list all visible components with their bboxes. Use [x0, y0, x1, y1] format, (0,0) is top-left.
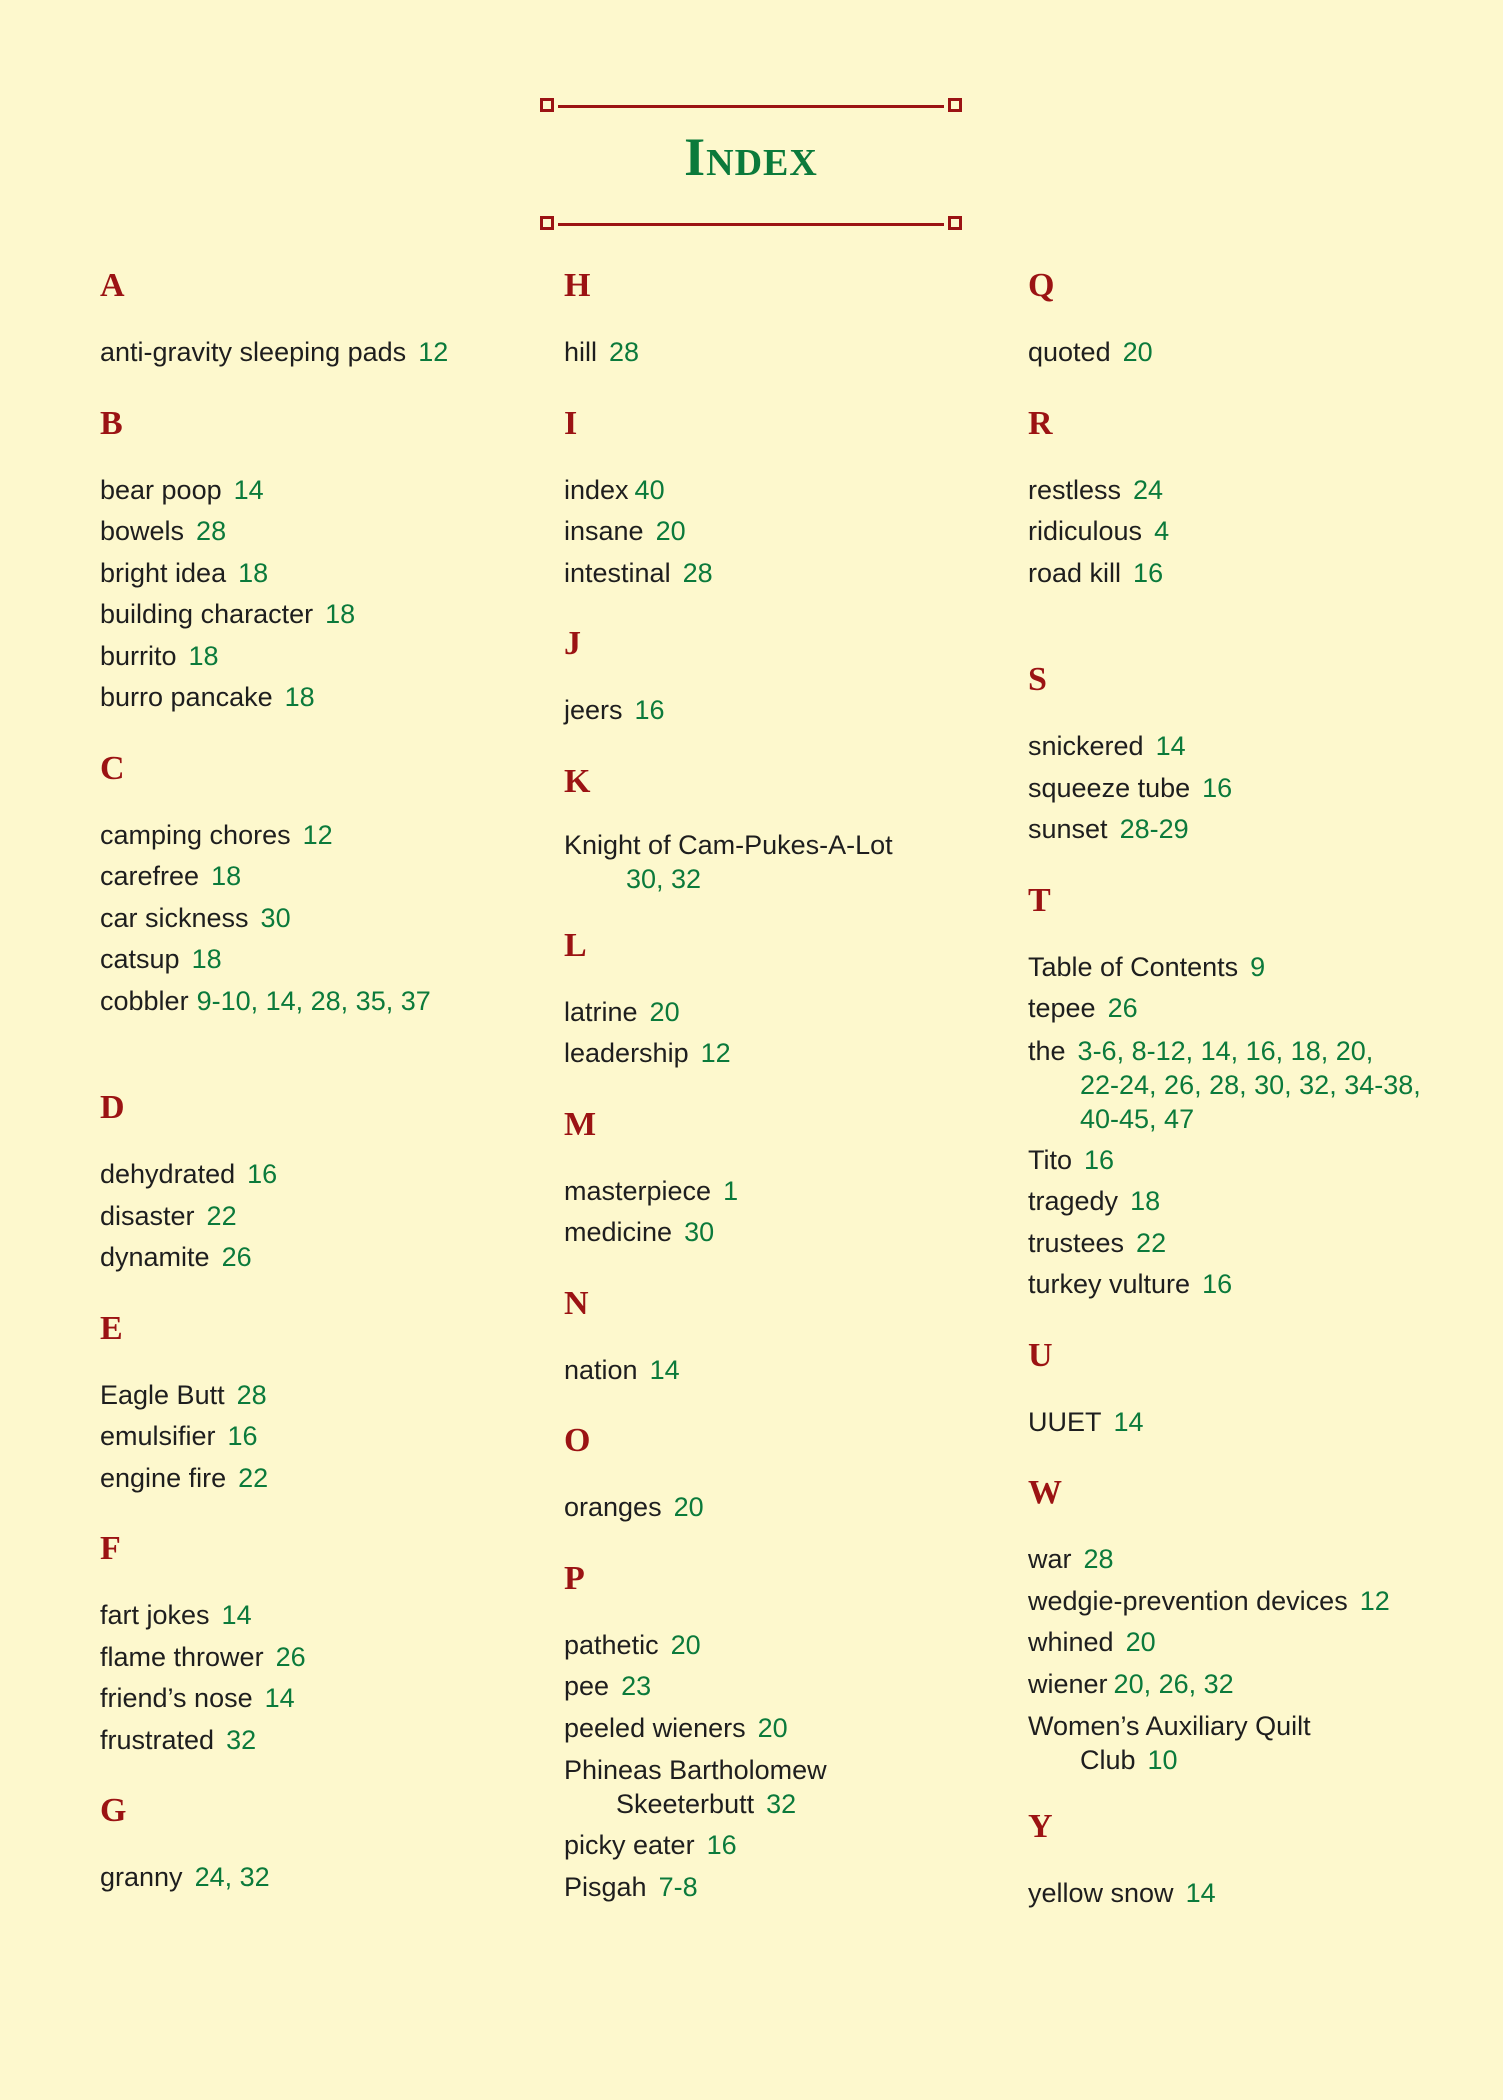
index-entry	[1028, 1223, 1448, 1265]
entry-term: quoted	[1028, 337, 1111, 367]
entry-term: war	[1028, 1544, 1072, 1574]
entry-term: nation	[564, 1354, 638, 1385]
entry-term: the	[1028, 1035, 1066, 1066]
index-entry	[100, 677, 520, 719]
letter-heading: Y	[1028, 1808, 1053, 1845]
entry-pages: 16	[227, 1421, 258, 1451]
page-title: Index	[684, 127, 818, 187]
entry-term: tepee	[1028, 993, 1096, 1023]
entry-term: Phineas Bartholomew	[564, 1755, 827, 1785]
index-entry	[100, 1458, 520, 1500]
index-entry	[564, 1753, 984, 1821]
index-entry	[1028, 1539, 1448, 1581]
entry-term: carefree	[100, 861, 200, 891]
letter-heading: J	[564, 625, 581, 662]
entry-pages: 20	[757, 1712, 788, 1743]
index-entry	[100, 1416, 520, 1458]
index-entry	[100, 815, 520, 857]
entry-pages: 24	[1133, 474, 1164, 505]
index-group-u	[1028, 1336, 1448, 1444]
index-entry	[1028, 1034, 1448, 1136]
entry-pages: 18	[188, 640, 219, 671]
entry-pages: 12	[302, 819, 333, 850]
entry-term: frustrated	[100, 1724, 215, 1755]
entry-pages: 14	[221, 1600, 252, 1630]
index-entry	[1028, 1140, 1448, 1182]
entry-pages: 3-6, 8-12, 14, 16, 18, 20,	[1077, 1035, 1374, 1066]
entry-pages: 26	[1107, 993, 1138, 1023]
bottom-ornament-rule	[540, 214, 962, 236]
entry-term: jeers	[564, 695, 623, 725]
entry-pages: 28	[682, 557, 713, 588]
index-entry	[100, 332, 520, 374]
index-entry	[1028, 332, 1448, 374]
index-entry	[100, 636, 520, 678]
index-group-b	[100, 404, 520, 719]
entry-term: restless	[1028, 474, 1122, 505]
entry-pages: 16	[1084, 1144, 1115, 1175]
entry-pages: 26	[221, 1242, 252, 1272]
entry-term: tragedy	[1028, 1186, 1119, 1216]
entry-pages: 16	[1202, 772, 1233, 803]
entry-term: fart jokes	[100, 1600, 210, 1630]
index-entry	[564, 1350, 984, 1392]
entry-term: wedgie-prevention devices	[1028, 1585, 1348, 1616]
index-entry	[564, 1867, 984, 1909]
square-ornament-icon	[948, 216, 962, 230]
entry-term: dehydrated	[100, 1159, 236, 1189]
letter-heading: O	[564, 1422, 591, 1459]
index-group-y	[1028, 1807, 1448, 1915]
index-group-k	[564, 762, 984, 896]
entry-term: emulsifier	[100, 1421, 216, 1451]
index-entry	[1028, 1873, 1448, 1915]
entry-pages: 12	[418, 337, 449, 367]
index-entry	[1028, 1622, 1448, 1664]
index-entry	[100, 553, 520, 595]
entry-pages: 4	[1154, 516, 1170, 546]
entry-pages: 16	[247, 1159, 278, 1189]
entry-pages: 30, 32	[626, 863, 702, 894]
letter-heading: C	[100, 749, 125, 787]
entry-pages: 30	[260, 902, 291, 933]
entry-term: bear poop	[100, 474, 222, 505]
entry-pages: 20	[670, 1629, 701, 1660]
entry-pages-continued: 22-24, 26, 28, 30, 32, 34-38,	[1080, 1069, 1421, 1100]
entry-term: bowels	[100, 516, 185, 546]
entry-term: dynamite	[100, 1242, 210, 1272]
index-group-t	[1028, 881, 1448, 1306]
entry-pages: 32	[766, 1789, 797, 1819]
entry-term: pathetic	[564, 1629, 659, 1660]
letter-heading: B	[100, 404, 123, 442]
entry-term: flame thrower	[100, 1641, 264, 1672]
rule-line	[558, 105, 944, 108]
entry-term: catsup	[100, 944, 180, 974]
index-entry	[100, 1154, 520, 1196]
entry-term: ridiculous	[1028, 516, 1143, 546]
entry-pages: 22	[1136, 1227, 1167, 1258]
entry-term: intestinal	[564, 557, 671, 588]
letter-heading: E	[100, 1309, 123, 1347]
index-entry	[1028, 1709, 1448, 1777]
entry-pages: 20, 26, 32	[1113, 1668, 1234, 1699]
entry-pages: 18	[1130, 1186, 1161, 1216]
entry-term: whined	[1028, 1627, 1114, 1657]
entry-pages: 9-10, 14, 28, 35, 37	[196, 985, 431, 1016]
index-entry	[1028, 726, 1448, 768]
letter-heading: K	[564, 762, 591, 800]
entry-pages: 22	[238, 1462, 269, 1493]
entry-term: bright idea	[100, 557, 227, 588]
index-entry	[564, 1666, 984, 1708]
index-entry	[1028, 1181, 1448, 1223]
entry-term: car sickness	[100, 902, 249, 933]
index-entry	[564, 1625, 984, 1667]
entry-pages: 30	[684, 1217, 715, 1247]
index-entry	[564, 1171, 984, 1213]
entry-pages: 28	[1083, 1544, 1114, 1574]
entry-pages: 10	[1147, 1745, 1178, 1775]
index-entry	[1028, 947, 1448, 989]
letter-heading: M	[564, 1105, 597, 1143]
entry-pages: 14	[1155, 731, 1186, 761]
entry-pages: 32	[226, 1724, 257, 1755]
index-entry	[564, 992, 984, 1034]
square-ornament-icon	[948, 98, 962, 112]
entry-continuation	[564, 1787, 984, 1821]
entry-term: leadership	[564, 1038, 689, 1068]
index-group-d	[100, 1088, 520, 1279]
index-group-e	[100, 1309, 520, 1500]
entry-term: Knight of Cam-Pukes-A-Lot	[564, 829, 893, 860]
index-entry	[1028, 1264, 1448, 1306]
entry-continuation	[564, 862, 984, 896]
entry-pages: 20	[1125, 1627, 1156, 1657]
entry-term: engine fire	[100, 1462, 227, 1493]
entry-term: masterpiece	[564, 1175, 712, 1206]
index-entry	[100, 1595, 520, 1637]
index-entry	[564, 511, 984, 553]
index-entry	[1028, 553, 1448, 595]
entry-term: sunset	[1028, 814, 1108, 844]
entry-term: burrito	[100, 640, 177, 671]
index-header	[540, 92, 962, 242]
square-ornament-icon	[540, 98, 554, 112]
entry-term: picky eater	[564, 1830, 695, 1860]
index-group-m	[564, 1105, 984, 1254]
letter-heading: N	[564, 1284, 589, 1322]
index-entry	[100, 511, 520, 553]
entry-term: wiener	[1028, 1668, 1108, 1699]
index-entry	[564, 553, 984, 595]
index-entry	[1028, 809, 1448, 851]
index-entry	[1028, 768, 1448, 810]
index-entry	[100, 1678, 520, 1720]
entry-pages: 18	[191, 944, 222, 974]
index-entry	[1028, 1664, 1448, 1706]
entry-pages: 16	[1202, 1269, 1233, 1299]
index-entry	[564, 1825, 984, 1867]
index-group-l	[564, 926, 984, 1075]
entry-term: UUET	[1028, 1406, 1102, 1437]
entry-term: index	[564, 474, 629, 505]
index-group-j	[564, 624, 984, 732]
entry-term: squeeze tube	[1028, 772, 1191, 803]
entry-term: medicine	[564, 1217, 673, 1247]
entry-term: Women’s Auxiliary Quilt	[1028, 1711, 1311, 1741]
entry-term: peeled wieners	[564, 1712, 746, 1743]
square-ornament-icon	[540, 216, 554, 230]
index-entry	[564, 1708, 984, 1750]
entry-term: hill	[564, 337, 598, 367]
entry-continuation	[1028, 1743, 1448, 1777]
index-group-q	[1028, 266, 1448, 374]
entry-continuation	[1028, 1102, 1448, 1136]
index-group-g	[100, 1791, 520, 1899]
index-group-s	[1028, 660, 1448, 851]
entry-term: yellow snow	[1028, 1878, 1174, 1908]
index-entry	[100, 898, 520, 940]
entry-term: insane	[564, 516, 644, 546]
index-group-w	[1028, 1473, 1448, 1777]
index-group-o	[564, 1421, 984, 1529]
entry-term-continued: Club	[1080, 1745, 1136, 1775]
index-entry	[564, 1033, 984, 1075]
entry-term: snickered	[1028, 731, 1144, 761]
index-entry	[1028, 1581, 1448, 1623]
index-entry	[100, 1637, 520, 1679]
index-group-a	[100, 266, 520, 374]
letter-heading: H	[564, 267, 591, 304]
entry-term: Eagle Butt	[100, 1379, 225, 1410]
entry-pages: 18	[211, 861, 242, 891]
entry-pages: 28	[236, 1379, 267, 1410]
letter-heading: P	[564, 1559, 585, 1597]
entry-pages: 12	[1359, 1585, 1390, 1616]
entry-pages: 22	[206, 1200, 237, 1231]
index-entry	[100, 1720, 520, 1762]
letter-heading: Q	[1028, 267, 1055, 304]
entry-pages: 20	[655, 516, 686, 546]
index-column-2	[564, 266, 984, 1938]
letter-heading: I	[564, 404, 578, 442]
entry-pages: 28	[196, 516, 227, 546]
entry-pages: 12	[700, 1038, 731, 1068]
index-column-1	[100, 266, 520, 1929]
entry-term: oranges	[564, 1492, 662, 1522]
entry-pages: 14	[1113, 1406, 1144, 1437]
letter-heading: F	[100, 1530, 121, 1567]
entry-pages: 14	[264, 1683, 295, 1713]
entry-pages: 14	[649, 1354, 680, 1385]
entry-pages: 26	[275, 1641, 306, 1672]
index-group-r	[1028, 404, 1448, 595]
index-entry	[1028, 511, 1448, 553]
entry-term: disaster	[100, 1200, 195, 1231]
index-entry	[564, 690, 984, 732]
entry-pages: 23	[621, 1671, 652, 1701]
entry-pages: 1	[723, 1175, 739, 1206]
index-entry	[564, 332, 984, 374]
index-entry	[1028, 470, 1448, 512]
index-entry	[1028, 1402, 1448, 1444]
letter-heading: R	[1028, 404, 1053, 442]
letter-heading: D	[100, 1089, 125, 1126]
entry-pages: 14	[1185, 1878, 1216, 1908]
entry-term-continued: Skeeterbutt	[616, 1789, 755, 1819]
entry-pages: 16	[1133, 557, 1164, 588]
entry-pages-continued: 40-45, 47	[1080, 1103, 1195, 1134]
entry-term: Tito	[1028, 1144, 1073, 1175]
entry-term: granny	[100, 1862, 183, 1892]
letter-heading: W	[1028, 1474, 1062, 1511]
index-entry	[100, 1237, 520, 1279]
letter-heading: T	[1028, 881, 1051, 919]
entry-term: Pisgah	[564, 1871, 647, 1902]
entry-term: building character	[100, 599, 314, 629]
entry-continuation	[1028, 1068, 1448, 1102]
entry-term: Table of Contents	[1028, 951, 1239, 982]
letter-heading: U	[1028, 1336, 1053, 1374]
index-group-c	[100, 749, 520, 1023]
letter-heading: A	[100, 267, 125, 304]
entry-term: burro pancake	[100, 682, 273, 712]
rule-line	[558, 223, 944, 226]
entry-pages: 40	[634, 474, 665, 505]
index-entry	[1028, 988, 1448, 1030]
entry-term: trustees	[1028, 1227, 1125, 1258]
entry-term: cobbler	[100, 985, 189, 1016]
entry-pages: 24, 32	[194, 1862, 270, 1892]
index-entry	[564, 828, 984, 896]
entry-pages: 16	[634, 695, 665, 725]
index-entry	[100, 1857, 520, 1899]
top-ornament-rule	[540, 96, 962, 118]
index-entry	[100, 939, 520, 981]
entry-pages: 16	[706, 1830, 737, 1860]
entry-pages: 9	[1250, 951, 1266, 982]
entry-term: pee	[564, 1671, 610, 1701]
entry-term: road kill	[1028, 557, 1122, 588]
letter-heading: L	[564, 926, 587, 964]
entry-pages: 20	[1122, 337, 1153, 367]
entry-pages: 28	[609, 337, 640, 367]
entry-term: friend’s nose	[100, 1683, 253, 1713]
index-entry	[100, 1375, 520, 1417]
index-entry	[100, 470, 520, 512]
index-group-p	[564, 1559, 984, 1909]
index-entry	[564, 1487, 984, 1529]
entry-pages: 20	[673, 1492, 704, 1522]
index-group-n	[564, 1284, 984, 1392]
index-group-h	[564, 266, 984, 374]
letter-heading: G	[100, 1792, 127, 1829]
entry-term: turkey vulture	[1028, 1269, 1191, 1299]
entry-term: anti-gravity sleeping pads	[100, 337, 407, 367]
entry-pages: 28-29	[1119, 814, 1189, 844]
index-column-3	[1028, 266, 1448, 1945]
index-group-f	[100, 1529, 520, 1761]
index-entry	[564, 470, 984, 512]
entry-pages: 20	[649, 996, 680, 1027]
index-entry	[100, 981, 520, 1023]
entry-term: camping chores	[100, 819, 291, 850]
entry-pages: 7-8	[658, 1871, 698, 1902]
entry-pages: 18	[284, 682, 315, 712]
entry-pages: 18	[238, 557, 269, 588]
entry-pages: 18	[325, 599, 356, 629]
entry-pages: 14	[233, 474, 264, 505]
index-entry	[100, 594, 520, 636]
index-group-i	[564, 404, 984, 595]
letter-heading: S	[1028, 661, 1047, 698]
index-entry	[100, 1196, 520, 1238]
index-entry	[100, 856, 520, 898]
index-entry	[564, 1212, 984, 1254]
entry-term: latrine	[564, 996, 638, 1027]
